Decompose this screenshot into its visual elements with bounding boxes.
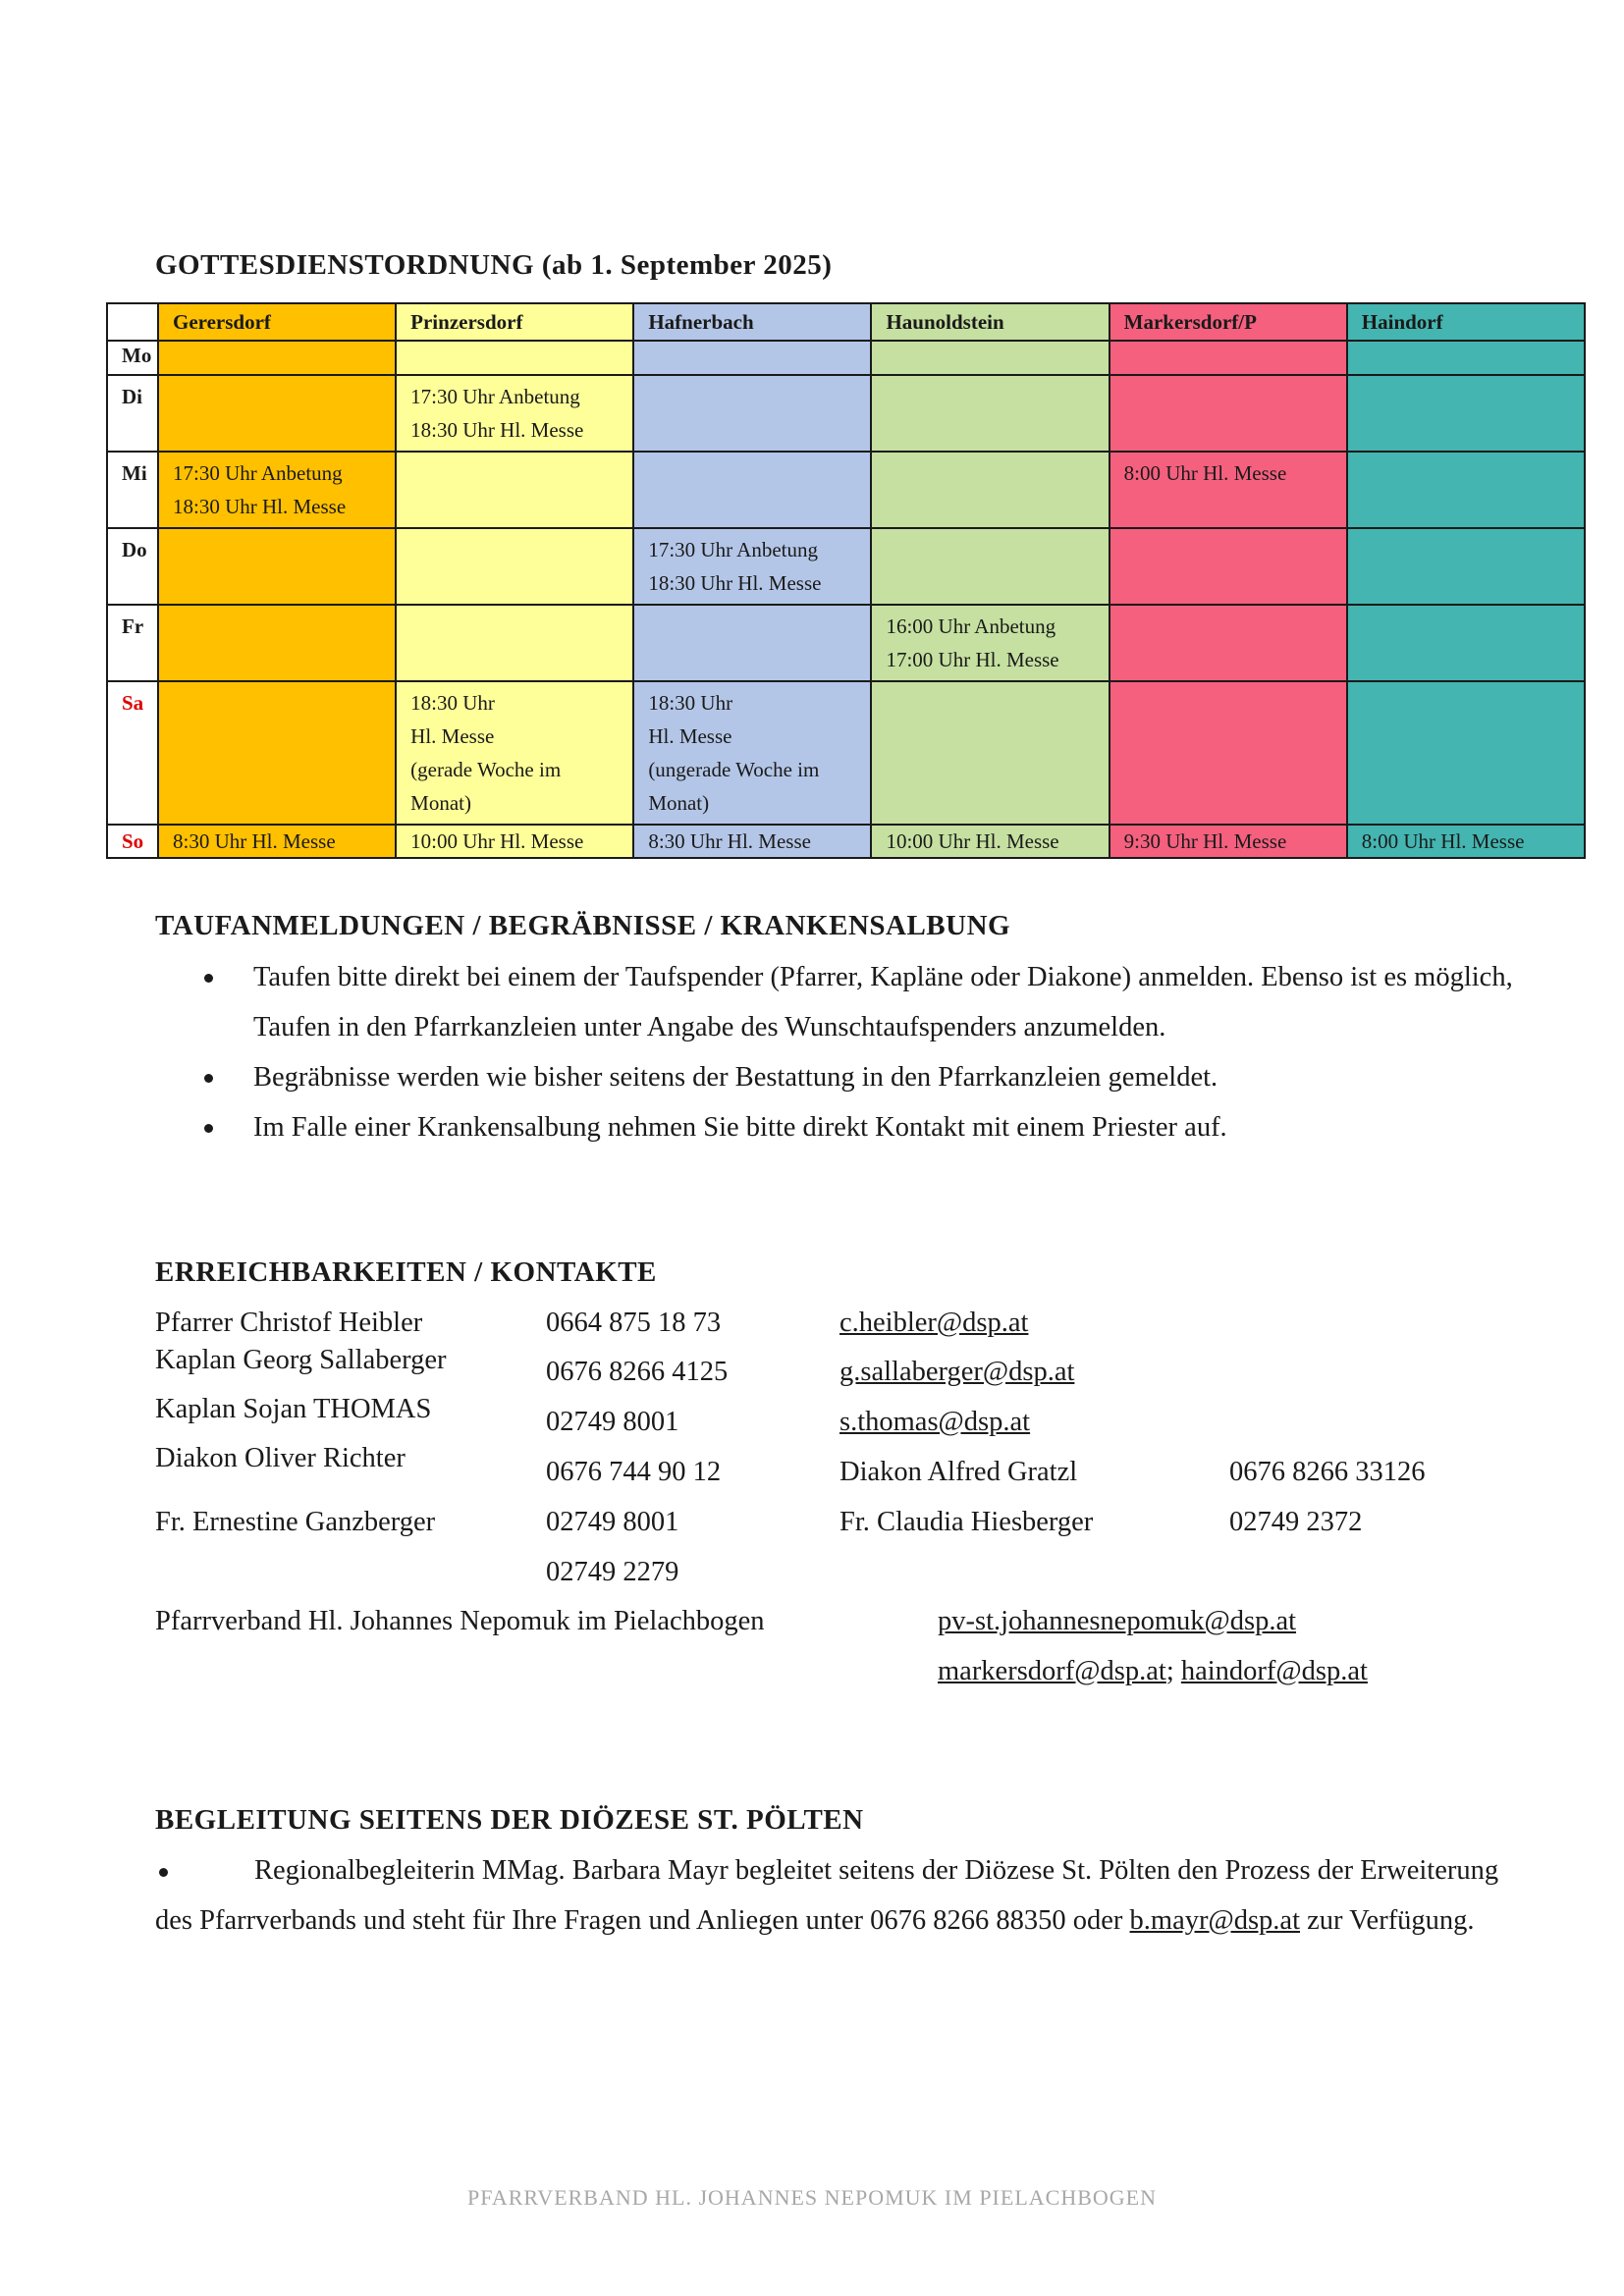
day-label-di: Di [107,375,158,452]
page-footer: PFARRVERBAND HL. JOHANNES NEPOMUK IM PIELACHBOGEN [467,2185,1157,2210]
cell-line: 17:30 Uhr Anbetung [648,538,818,561]
cell-line: 18:30 Uhr [648,691,733,715]
header-gerersdorf: Gerersdorf [158,303,396,341]
cell [1347,375,1585,452]
day-label-fr: Fr [107,605,158,681]
table-row [107,681,1585,825]
schedule-table [106,302,1586,859]
cell-line: Monat) [410,791,471,815]
cell-line: 18:30 Uhr Hl. Messe [410,418,584,442]
table-row [107,375,1585,452]
cell-line: 17:30 Uhr Anbetung [173,461,343,485]
cell-line: 16:00 Uhr Anbetung [886,614,1056,638]
list-item-text: Begräbnisse werden wie bisher seitens der Bestattung in den Pfarrkanzleien gemeldet. [253,1062,1218,1093]
header-hafnerbach: Hafnerbach [633,303,871,341]
email-link-sallaberger[interactable]: g.sallaberger@dsp.at [839,1357,1075,1387]
bullet-icon [204,1074,213,1083]
header-markersdorf: Markersdorf/P [1110,303,1347,341]
contact-phone-gratzl: 0676 8266 33126 [1229,1457,1426,1487]
cell-line: 17:00 Uhr Hl. Messe [886,648,1059,671]
contact-name-richter: Diakon Oliver Richter [155,1443,406,1473]
cell [1110,681,1347,825]
contact-name-thomas: Kaplan Sojan THOMAS [155,1394,432,1424]
table-row [107,605,1585,681]
cell-fr-haunoldstein [871,605,1109,681]
contact-name-heibler: Pfarrer Christof Heibler [155,1308,423,1338]
cell [1110,375,1347,452]
list-item [155,952,1530,1052]
cell-line: 18:30 Uhr Hl. Messe [173,495,347,518]
cell [1347,341,1585,375]
header-haunoldstein: Haunoldstein [871,303,1109,341]
cell [396,452,633,528]
contact-phone-ganzberger: 02749 8001 [546,1507,679,1537]
cell [1347,452,1585,528]
begleitung-text: Regionalbegleiterin MMag. Barbara Mayr begleitet seitens der Diözese St. Pölten den Prozess der Erweiterung des Pfarrverbands und steht für Ihre Fragen und Anliegen unter 0676 8266 88350 oder [155,1855,1499,1936]
cell-do-hafnerbach [633,528,871,605]
cell-sa-hafnerbach [633,681,871,825]
cell [1347,681,1585,825]
cell [871,341,1109,375]
day-label-mi: Mi [107,452,158,528]
cell-so-gerersdorf: 8:30 Uhr Hl. Messe [158,825,396,858]
header-corner [107,303,158,341]
day-label-mo: Mo [107,341,158,375]
cell [158,341,396,375]
tauf-list [155,952,1530,1152]
cell-line: Hl. Messe [648,724,732,748]
cell-so-markersdorf: 9:30 Uhr Hl. Messe [1110,825,1347,858]
contact-phone-sallaberger: 0676 8266 4125 [546,1357,729,1387]
contact-name-hiesberger: Fr. Claudia Hiesberger [839,1507,1094,1537]
email-link-markersdorf[interactable]: markersdorf@dsp.at [938,1656,1166,1686]
cell [1347,605,1585,681]
table-row [107,452,1585,528]
cell [871,528,1109,605]
cell [396,605,633,681]
contact-name-gratzl: Diakon Alfred Gratzl [839,1457,1078,1487]
bullet-icon [159,1868,168,1877]
list-item [155,1052,1530,1102]
cell [158,681,396,825]
contact-phone-heibler: 0664 875 18 73 [546,1308,722,1338]
cell-di-prinzersdorf [396,375,633,452]
day-label-sa: Sa [107,681,158,825]
separator: ; [1165,1656,1174,1686]
header-haindorf: Haindorf [1347,303,1585,341]
bullet-icon [204,974,213,983]
cell [396,341,633,375]
cell [396,528,633,605]
pfarrverband-name: Pfarrverband Hl. Johannes Nepomuk im Pielachbogen [155,1606,765,1636]
cell [871,681,1109,825]
contact-phone-thomas: 02749 8001 [546,1407,679,1437]
cell-line: Monat) [648,791,710,815]
cell [158,605,396,681]
list-item-text: Im Falle einer Krankensalbung nehmen Sie bitte direkt Kontakt mit einem Priester auf. [253,1112,1227,1143]
day-label-so: So [107,825,158,858]
cell-mi-gerersdorf [158,452,396,528]
cell-mi-markersdorf [1110,452,1347,528]
cell-line: 18:30 Uhr [410,691,495,715]
bullet-icon [204,1124,213,1133]
cell-line: Hl. Messe [410,724,495,748]
table-header-row [107,303,1585,341]
contact-phone-richter: 0676 744 90 12 [546,1457,722,1487]
section-title-tauf: TAUFANMELDUNGEN / BEGRÄBNISSE / KRANKENSALBUNG [155,910,1011,941]
section-title-begleitung: BEGLEITUNG SEITENS DER DIÖZESE ST. PÖLTEN [155,1804,864,1836]
table-row [107,528,1585,605]
header-prinzersdorf: Prinzersdorf [396,303,633,341]
cell-line: 18:30 Uhr Hl. Messe [648,571,822,595]
email-link-pfarrverband[interactable]: pv-st.johannesnepomuk@dsp.at [938,1606,1297,1636]
contact-name-ganzberger: Fr. Ernestine Ganzberger [155,1507,436,1537]
cell [1110,605,1347,681]
cell [1347,528,1585,605]
email-line-pfarren [938,1654,1368,1689]
cell [633,341,871,375]
cell [158,528,396,605]
table-row [107,341,1585,375]
email-link-haindorf[interactable]: haindorf@dsp.at [1180,1656,1368,1686]
cell [633,375,871,452]
contact-phone-ganzberger-2: 02749 2279 [546,1557,679,1587]
list-item [155,1102,1530,1152]
email-link-heibler[interactable]: c.heibler@dsp.at [839,1308,1029,1338]
cell-line: 17:30 Uhr Anbetung [410,385,580,408]
list-item-text: Taufen bitte direkt bei einem der Taufspender (Pfarrer, Kapläne oder Diakone) anmelden. Ebenso ist es möglich, Taufen in den Pfarrkanzleien unter Angabe des Wunschtaufspenders anzumelden. [253,962,1513,1042]
cell [158,375,396,452]
schedule-title: GOTTESDIENSTORDNUNG (ab 1. September 2025) [155,249,833,281]
begleitung-paragraph [155,1845,1530,1946]
email-link-mayr[interactable]: b.mayr@dsp.at [1129,1905,1300,1936]
cell-so-prinzersdorf: 10:00 Uhr Hl. Messe [396,825,633,858]
contact-name-sallaberger: Kaplan Georg Sallaberger [155,1345,447,1375]
cell [871,375,1109,452]
cell [633,452,871,528]
day-label-do: Do [107,528,158,605]
cell-line: (gerade Woche im [410,758,562,781]
section-title-kontakte: ERREICHBARKEITEN / KONTAKTE [155,1256,657,1288]
cell [633,605,871,681]
cell-line: (ungerade Woche im [648,758,820,781]
email-link-thomas[interactable]: s.thomas@dsp.at [839,1407,1031,1437]
table-row [107,825,1585,858]
cell [871,452,1109,528]
cell [1110,528,1347,605]
begleitung-suffix: zur Verfügung. [1300,1905,1475,1936]
cell-so-haindorf: 8:00 Uhr Hl. Messe [1347,825,1585,858]
cell-line: 8:00 Uhr Hl. Messe [1123,461,1287,485]
contact-phone-hiesberger: 02749 2372 [1229,1507,1363,1537]
cell-so-hafnerbach: 8:30 Uhr Hl. Messe [633,825,871,858]
cell [1110,341,1347,375]
cell-sa-prinzersdorf [396,681,633,825]
cell-so-haunoldstein: 10:00 Uhr Hl. Messe [871,825,1109,858]
